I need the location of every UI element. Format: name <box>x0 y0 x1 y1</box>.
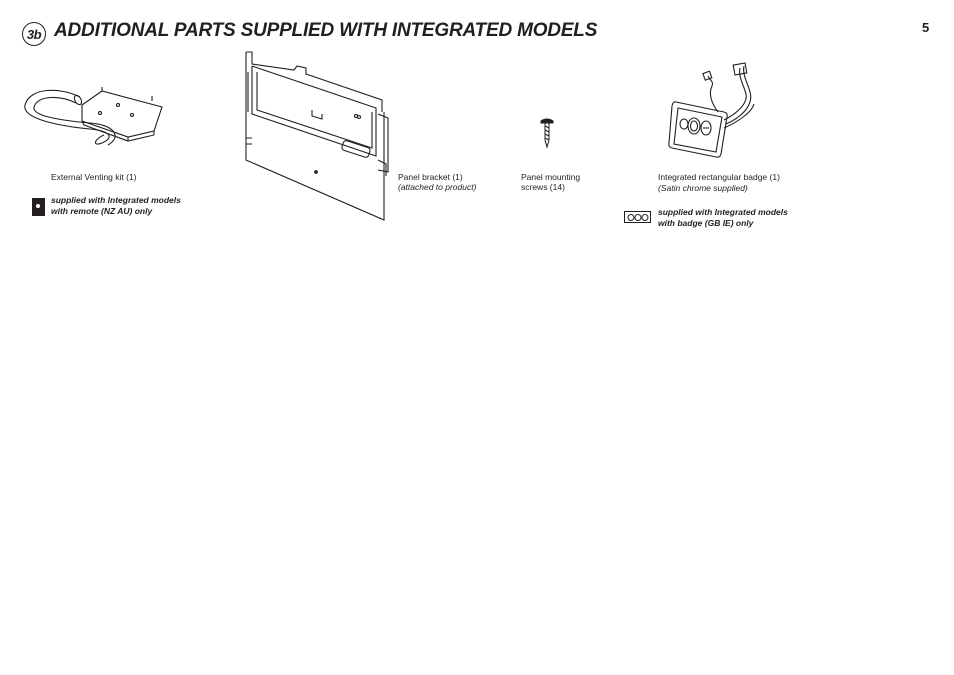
note-line: with badge (GB IE) only <box>658 218 754 228</box>
part-name-line2: screws (14) <box>521 181 565 192</box>
part-detail: (Satin chrome supplied) <box>658 182 748 193</box>
part-name: Panel mounting <box>521 172 581 182</box>
part-caption-badge <box>658 173 780 193</box>
page-number: 5 <box>922 20 930 35</box>
part-name: External Venting kit (1) <box>51 172 137 182</box>
part-name: Integrated rectangular badge (1) <box>658 172 780 182</box>
section-badge <box>22 22 46 46</box>
venting-kit-illustration <box>20 85 170 150</box>
remote-icon <box>32 198 45 216</box>
note-remote <box>51 195 181 217</box>
part-caption-venting-kit <box>51 173 137 183</box>
note-badge <box>658 207 788 229</box>
note-line: supplied with Integrated models <box>658 207 788 217</box>
part-detail: (attached to product) <box>398 181 477 192</box>
panel-bracket-illustration <box>242 52 394 222</box>
part-name: Panel bracket (1) <box>398 172 463 182</box>
part-caption-screws <box>521 173 580 192</box>
page-title: ADDITIONAL PARTS SUPPLIED WITH INTEGRATED MODELS <box>54 20 598 41</box>
note-line: supplied with Integrated models <box>51 195 181 205</box>
screw-illustration <box>540 118 554 148</box>
section-number: 3b <box>26 26 42 42</box>
note-line: with remote (NZ AU) only <box>51 206 153 216</box>
badge-icon <box>624 211 651 223</box>
badge-illustration <box>668 64 758 160</box>
part-caption-panel-bracket <box>398 173 476 192</box>
